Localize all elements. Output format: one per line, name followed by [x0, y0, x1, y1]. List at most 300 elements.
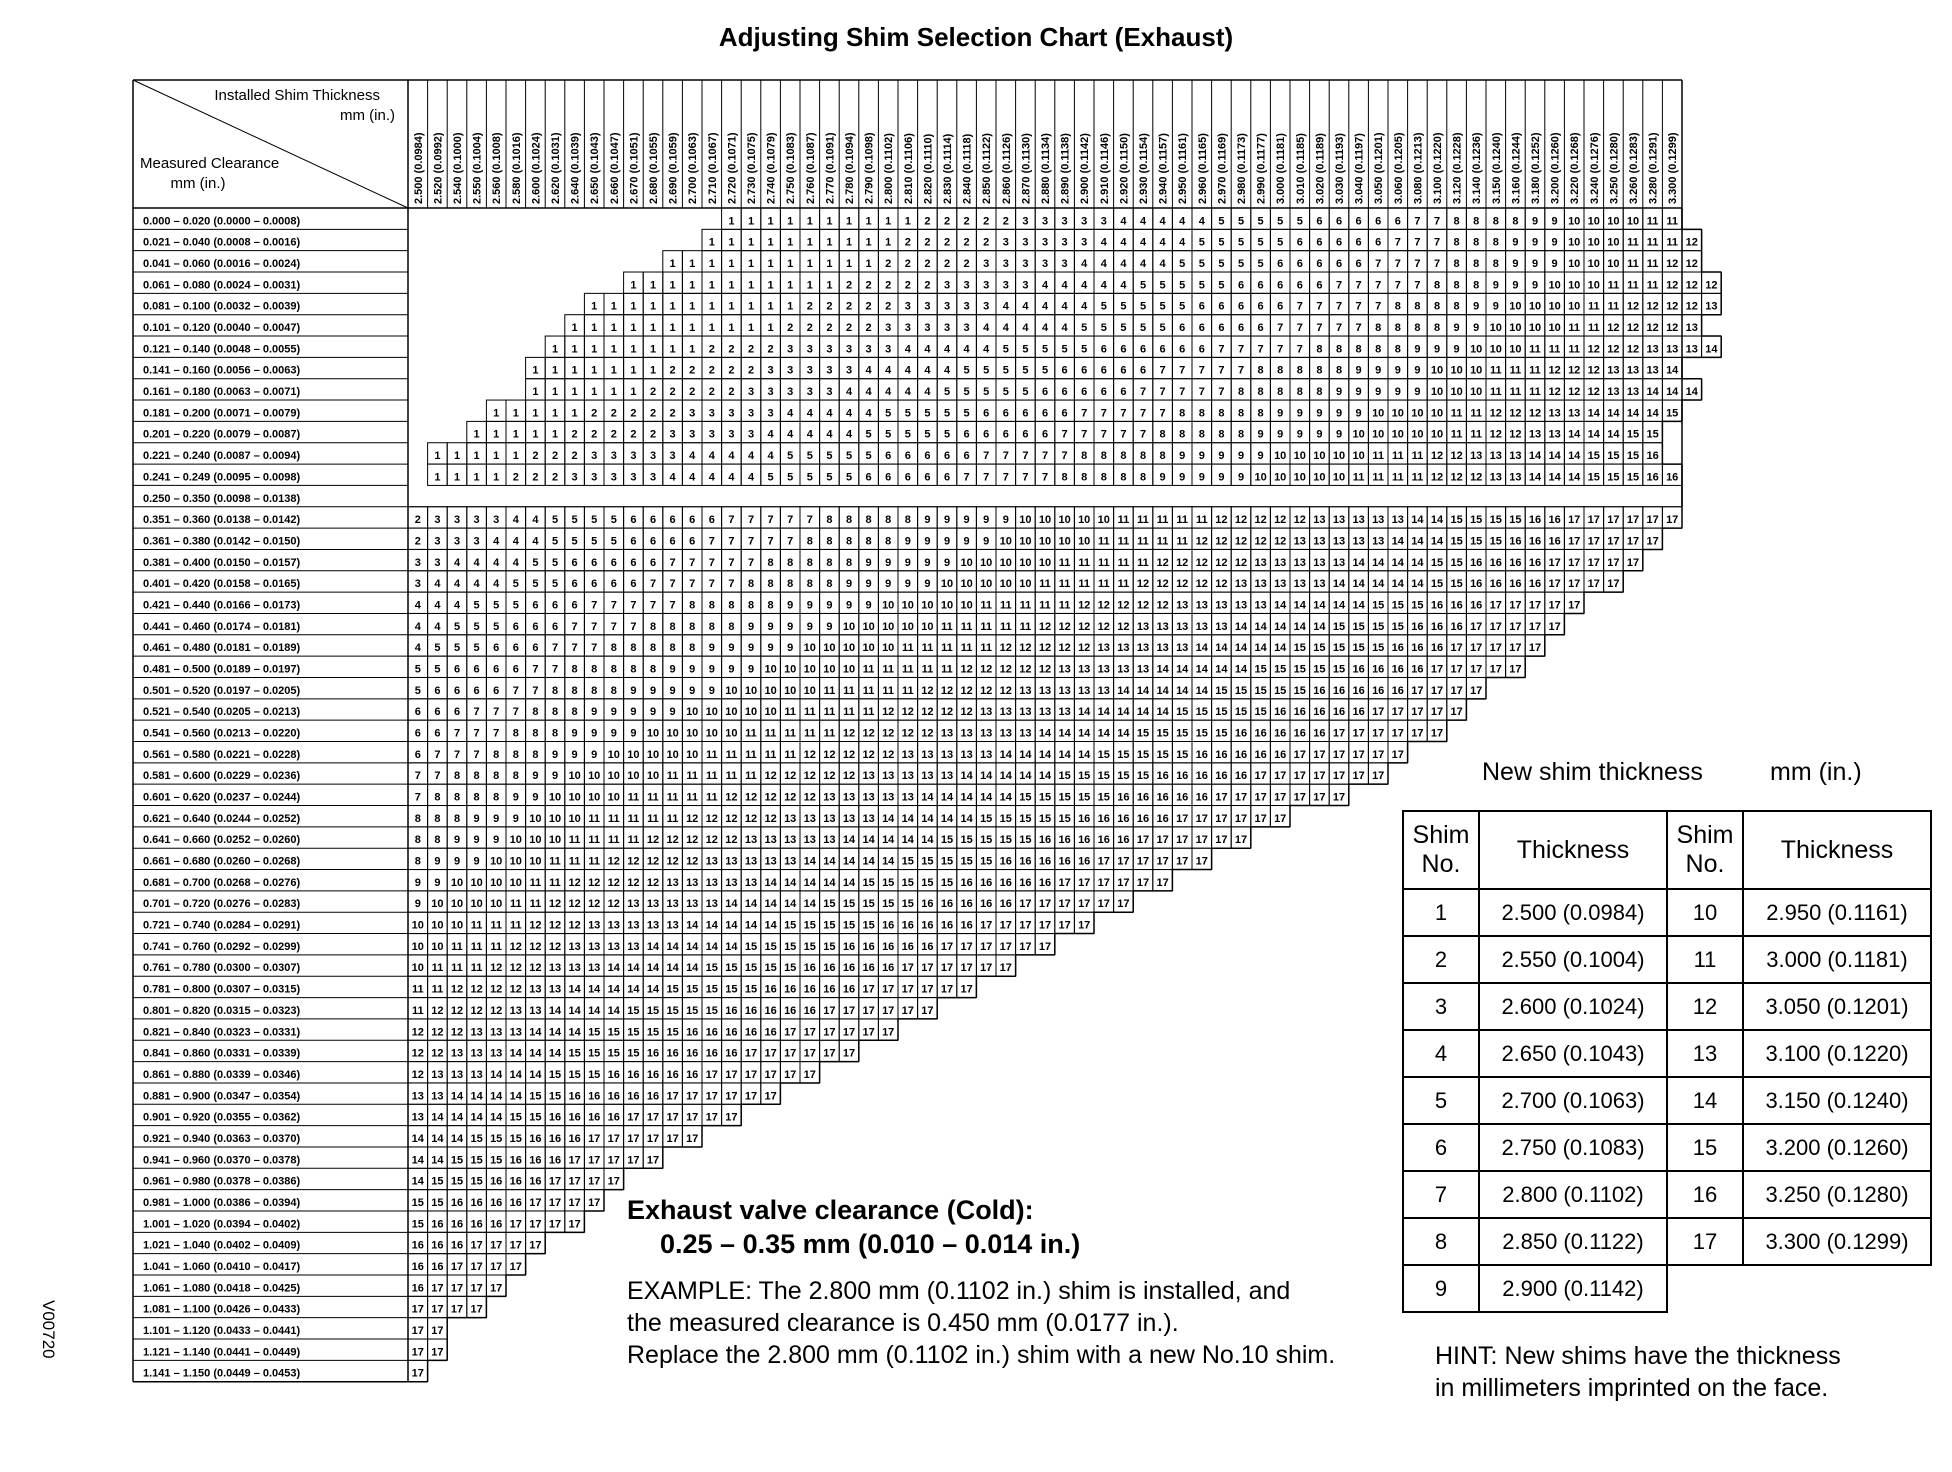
shim-number: 7 — [1179, 386, 1186, 399]
shim-number: 10 — [1568, 236, 1581, 249]
shim-number: 12 — [882, 727, 895, 740]
shim-number: 9 — [1355, 386, 1362, 399]
shim-number: 4 — [1022, 300, 1029, 313]
shim-number: 16 — [940, 898, 954, 911]
shim-number: 5 — [473, 620, 480, 633]
shim-number: 16 — [1548, 514, 1561, 527]
shim-number: 11 — [1117, 535, 1130, 548]
shim-number: 14 — [842, 876, 856, 889]
shim-number: 9 — [512, 812, 519, 825]
shim-number: 8 — [1257, 364, 1264, 377]
shim-number: 13 — [1313, 514, 1326, 527]
measured-clearance-row: 0.601 – 0.620 (0.0237 – 0.0244) — [143, 791, 301, 804]
shim-number: 12 — [568, 919, 581, 932]
shim-number: 13 — [607, 940, 620, 953]
shim-number: 6 — [904, 450, 911, 463]
shim-number: 14 — [1391, 578, 1404, 591]
shim-number: 17 — [431, 1346, 444, 1359]
installed-shim-header: 2.840 (0.1118) — [961, 133, 974, 204]
shim-number: 14 — [1176, 663, 1189, 676]
shim-number: 14 — [1685, 386, 1698, 399]
shim-number: 11 — [1156, 535, 1169, 548]
shim-number: 11 — [1529, 343, 1541, 356]
shim-number: 14 — [999, 770, 1012, 783]
shim-number: 16 — [607, 1090, 620, 1103]
shim-number: 17 — [999, 919, 1012, 932]
shim-number: 12 — [1156, 578, 1169, 591]
shim-number: 7 — [1237, 343, 1245, 356]
shim-number: 13 — [1607, 364, 1620, 377]
shim-number: 5 — [1257, 258, 1264, 271]
shim-number: 10 — [784, 684, 797, 697]
installed-shim-header: 3.020 (0.1189) — [1314, 133, 1327, 204]
shim-number: 1 — [551, 364, 559, 377]
shim-number: 11 — [588, 834, 601, 847]
shim-number: 15 — [940, 834, 954, 847]
shim-number: 1 — [571, 364, 578, 377]
installed-shim-header: 2.710 (0.1067) — [706, 132, 719, 204]
shim-number: 9 — [787, 620, 794, 633]
shim-number: 7 — [1120, 407, 1127, 420]
shim-number: 8 — [1394, 343, 1401, 356]
shim-number: 12 — [1254, 535, 1267, 548]
shim-number: 15 — [1117, 770, 1130, 783]
shim-number: 5 — [1218, 236, 1225, 249]
shim-number: 15 — [1019, 791, 1032, 804]
shim-number: 2 — [1002, 215, 1009, 228]
shim-number: 16 — [960, 876, 973, 889]
shim-number: 12 — [1019, 663, 1032, 676]
shim-number: 4 — [532, 535, 539, 548]
shim-number: 11 — [999, 620, 1012, 633]
shim-number: 15 — [862, 898, 875, 911]
shim-number: 17 — [529, 1218, 542, 1231]
shim-number: 7 — [689, 556, 696, 569]
shim-number: 2 — [963, 215, 970, 228]
shim-number: 14 — [823, 855, 836, 868]
shim-number: 16 — [1646, 450, 1659, 463]
shim-number: 11 — [764, 727, 777, 740]
shim-number: 5 — [1120, 322, 1127, 335]
shim-number: 3 — [630, 471, 637, 484]
measured-clearance-row: 0.801 – 0.820 (0.0315 – 0.0323) — [143, 1004, 301, 1017]
shim-number: 6 — [453, 684, 461, 697]
shim-number: 6 — [904, 471, 911, 484]
shim-number: 15 — [627, 1026, 640, 1039]
shim-number: 17 — [1332, 770, 1346, 783]
installed-shim-header: 2.880 (0.1134) — [1040, 133, 1052, 204]
shim-number: 16 — [411, 1239, 424, 1252]
installed-shim-header: 2.500 (0.0984) — [412, 132, 425, 204]
shim-number: 1 — [689, 300, 696, 313]
shim-number: 16 — [1391, 684, 1404, 697]
shim-number: 6 — [1159, 343, 1166, 356]
shim-number: 2 — [767, 343, 774, 356]
shim-number: 1 — [826, 236, 833, 249]
shim-number: 10 — [1332, 471, 1346, 484]
shim-number: 16 — [509, 1175, 522, 1188]
shim-number: 12 — [921, 706, 934, 719]
shim-number: 1 — [669, 258, 676, 271]
shim-number: 6 — [1316, 279, 1323, 292]
shim-number: 15 — [627, 1047, 640, 1060]
shim-number: 13 — [1313, 556, 1326, 569]
shim-number: 8 — [453, 812, 461, 825]
shim-number: 14 — [1078, 748, 1091, 761]
shim-number: 12 — [1666, 300, 1679, 313]
shim-number: 16 — [999, 898, 1012, 911]
shim-number: 2 — [845, 322, 853, 335]
shim-number: 7 — [963, 471, 970, 484]
shim-number: 4 — [512, 514, 519, 527]
installed-shim-header: 3.250 (0.1280) — [1608, 132, 1621, 204]
shim-number: 13 — [411, 1111, 424, 1124]
shim-number: 16 — [823, 983, 836, 996]
shim-number: 13 — [1646, 364, 1659, 377]
shim-number: 5 — [787, 450, 794, 463]
shim-number: 14 — [980, 770, 993, 783]
shim-number: 17 — [1176, 834, 1189, 847]
shim-number: 16 — [1215, 770, 1228, 783]
shim-number: 6 — [512, 663, 519, 676]
shim-number: 17 — [1078, 919, 1091, 932]
shim-number: 17 — [548, 1196, 562, 1209]
shim-number: 10 — [1548, 300, 1561, 313]
shim-number: 4 — [1159, 258, 1166, 271]
shim-number: 4 — [924, 386, 931, 399]
shim-number: 1 — [826, 258, 833, 271]
shim-number: 15 — [588, 1047, 601, 1060]
shim-number: 8 — [532, 727, 539, 740]
shim-number: 16 — [1528, 514, 1542, 527]
shim-number: 10 — [1411, 428, 1424, 441]
shim-number: 17 — [1450, 642, 1463, 655]
shim-number: 4 — [1120, 258, 1127, 271]
shim-number: 5 — [845, 471, 853, 484]
shim-number: 15 — [1097, 791, 1110, 804]
shim-number: 15 — [823, 898, 836, 911]
shim-number: 5 — [1041, 343, 1049, 356]
shim-number: 13 — [764, 855, 777, 868]
shim-number: 14 — [646, 983, 660, 996]
shim-number: 16 — [1254, 748, 1267, 761]
shim-number: 17 — [490, 1261, 503, 1273]
shim-number: 8 — [591, 684, 598, 697]
shim-number: 15 — [940, 855, 954, 868]
shim-number: 7 — [728, 556, 735, 569]
shim-number: 13 — [1058, 706, 1071, 719]
shim-number: 3 — [787, 343, 794, 356]
shim-number: 11 — [529, 898, 542, 911]
shim-number: 14 — [1313, 599, 1326, 612]
shim-number: 13 — [705, 898, 718, 911]
shim-number: 12 — [1136, 599, 1150, 612]
shim-number: 14 — [1372, 578, 1385, 591]
shim-number: 13 — [588, 962, 601, 975]
shim-number: 7 — [1355, 322, 1362, 335]
shim-number: 5 — [1159, 322, 1166, 335]
shim-number: 5 — [1139, 300, 1147, 313]
installed-shim-header: 2.820 (0.1110) — [922, 133, 935, 204]
shim-number: 15 — [1489, 514, 1502, 527]
shim-number: 5 — [1120, 300, 1127, 313]
shim-number: 14 — [1274, 620, 1287, 633]
shim-number: 9 — [787, 599, 794, 612]
shim-number: 11 — [627, 834, 640, 847]
shim-number: 9 — [1394, 364, 1401, 377]
shim-number: 11 — [882, 663, 895, 676]
shim-number: 5 — [1022, 386, 1029, 399]
measured-clearance-row: 0.221 – 0.240 (0.0087 – 0.0094) — [143, 450, 301, 463]
shim-number: 12 — [529, 962, 542, 975]
shim-number: 10 — [921, 620, 934, 633]
shim-number: 9 — [1394, 386, 1401, 399]
shim-number: 13 — [1176, 620, 1189, 633]
shim-number: 9 — [453, 834, 461, 847]
shim-number: 11 — [725, 748, 738, 761]
shim-number: 12 — [1195, 535, 1208, 548]
shim-number: 15 — [725, 962, 738, 975]
shim-number: 12 — [490, 962, 503, 975]
shim-number: 7 — [1414, 215, 1421, 228]
shim-number: 11 — [1450, 428, 1463, 441]
shim-number: 6 — [1335, 258, 1343, 271]
shim-number: 16 — [1528, 578, 1542, 591]
shim-number: 13 — [1548, 407, 1561, 420]
shim-number: 14 — [1117, 684, 1130, 697]
shim-number: 4 — [1139, 236, 1147, 249]
shim-number: 7 — [1394, 236, 1401, 249]
shim-number: 6 — [512, 620, 519, 633]
shim-number: 10 — [725, 706, 738, 719]
shim-number: 16 — [784, 983, 797, 996]
shim-number: 16 — [1019, 876, 1032, 889]
shim-number: 2 — [865, 300, 872, 313]
shim-number: 4 — [845, 428, 853, 441]
shim-number: 13 — [1293, 556, 1306, 569]
shim-number: 4 — [1081, 279, 1088, 292]
shim-number: 6 — [983, 407, 990, 420]
installed-shim-header: 3.280 (0.1291) — [1647, 132, 1660, 204]
shim-number: 11 — [1489, 386, 1502, 399]
thickness-header: Thickness — [1743, 811, 1931, 889]
shim-number: 10 — [1430, 386, 1444, 399]
shim-number: 16 — [686, 1068, 699, 1081]
shim-number: 14 — [1058, 727, 1071, 740]
shim-number: 9 — [1218, 450, 1225, 463]
shim-number: 12 — [980, 663, 993, 676]
shim-no-cell: 1 — [1403, 889, 1479, 936]
shim-number: 9 — [1512, 258, 1519, 271]
shim-number: 17 — [1332, 748, 1346, 761]
shim-number: 9 — [591, 727, 598, 740]
shim-number: 9 — [885, 556, 892, 569]
shim-number: 10 — [1470, 386, 1483, 399]
shim-number: 8 — [1473, 236, 1480, 249]
shim-number: 8 — [493, 748, 500, 761]
shim-number: 16 — [1411, 663, 1424, 676]
shim-number: 11 — [1058, 556, 1071, 569]
installed-shim-header: 2.620 (0.1031) — [550, 132, 562, 204]
shim-number: 15 — [705, 962, 718, 975]
shim-number: 5 — [1218, 279, 1225, 292]
shim-number: 2 — [649, 386, 657, 399]
shim-number: 14 — [411, 1175, 424, 1188]
shim-number: 14 — [1528, 471, 1542, 484]
shim-number: 14 — [921, 812, 934, 825]
shim-number: 15 — [1332, 663, 1346, 676]
shim-number: 10 — [1489, 343, 1502, 356]
new-shim-row — [1403, 1124, 1931, 1171]
shim-number: 9 — [747, 620, 755, 633]
shim-number: 15 — [1254, 684, 1267, 697]
shim-number: 1 — [571, 322, 578, 335]
shim-number: 11 — [490, 940, 503, 953]
shim-no-cell: 5 — [1403, 1077, 1479, 1124]
shim-number: 9 — [669, 663, 676, 676]
shim-number: 7 — [1159, 407, 1166, 420]
shim-number: 14 — [764, 876, 777, 889]
shim-number: 11 — [1607, 279, 1620, 292]
shim-number: 12 — [1685, 236, 1698, 249]
thickness-cell: 2.500 (0.0984) — [1479, 889, 1667, 936]
shim-number: 11 — [686, 770, 699, 783]
thickness-cell: 2.850 (0.1122) — [1479, 1218, 1667, 1265]
shim-no-cell: 9 — [1403, 1265, 1479, 1312]
shim-number: 8 — [1237, 407, 1245, 420]
shim-number: 2 — [924, 258, 931, 271]
shim-number: 3 — [414, 556, 421, 569]
shim-number: 15 — [842, 919, 856, 932]
shim-number: 12 — [1666, 322, 1679, 335]
shim-number: 10 — [999, 556, 1012, 569]
shim-number: 17 — [1509, 620, 1522, 633]
shim-number: 9 — [1296, 407, 1303, 420]
measured-clearance-row: 0.161 – 0.180 (0.0063 – 0.0071) — [143, 386, 301, 399]
shim-number: 11 — [999, 599, 1012, 612]
shim-no-cell: 11 — [1667, 936, 1743, 983]
shim-number: 11 — [1039, 578, 1051, 591]
shim-number: 6 — [1237, 279, 1245, 292]
shim-number: 17 — [960, 983, 973, 996]
shim-number: 8 — [571, 706, 578, 719]
shim-number: 8 — [1179, 428, 1186, 441]
shim-number: 17 — [431, 1325, 444, 1338]
shim-number: 8 — [1120, 450, 1127, 463]
shim-number: 15 — [1215, 684, 1228, 697]
shim-number: 17 — [1058, 876, 1071, 889]
shim-number: 9 — [1237, 450, 1245, 463]
shim-number: 8 — [1453, 215, 1460, 228]
shim-number: 5 — [1257, 215, 1264, 228]
shim-number: 17 — [960, 962, 973, 975]
shim-number: 1 — [787, 258, 794, 271]
shim-number: 7 — [1237, 364, 1245, 377]
shim-number: 12 — [1685, 300, 1698, 313]
shim-number: 10 — [1019, 556, 1032, 569]
shim-number: 6 — [571, 599, 578, 612]
shim-number: 10 — [509, 834, 522, 847]
shim-number: 5 — [591, 535, 598, 548]
shim-number: 5 — [1081, 343, 1088, 356]
shim-number: 12 — [1058, 620, 1071, 633]
shim-number: 12 — [1430, 450, 1444, 463]
shim-number: 11 — [1078, 556, 1091, 569]
shim-number: 13 — [823, 812, 836, 825]
measured-clearance-row: 0.921 – 0.940 (0.0363 – 0.0370) — [143, 1132, 301, 1145]
shim-number: 2 — [924, 215, 931, 228]
shim-number: 13 — [1332, 535, 1346, 548]
shim-number: 4 — [453, 556, 461, 569]
shim-number: 3 — [767, 364, 774, 377]
shim-number: 11 — [1137, 535, 1149, 548]
shim-number: 15 — [1117, 748, 1130, 761]
shim-number: 13 — [1626, 364, 1640, 377]
shim-number: 12 — [431, 1004, 444, 1017]
shim-number: 15 — [490, 1132, 503, 1145]
shim-number: 2 — [845, 279, 853, 292]
shim-number: 17 — [1176, 855, 1189, 868]
shim-number: 11 — [1372, 471, 1385, 484]
shim-number: 11 — [745, 727, 757, 740]
shim-number: 9 — [1453, 343, 1460, 356]
shim-number: 6 — [1198, 300, 1205, 313]
shim-number: 5 — [963, 364, 970, 377]
shim-number: 14 — [803, 898, 816, 911]
shim-number: 5 — [453, 620, 461, 633]
shim-number: 16 — [1528, 556, 1542, 569]
shim-number: 15 — [999, 834, 1012, 847]
shim-number: 7 — [493, 727, 500, 740]
shim-number: 6 — [1100, 364, 1107, 377]
shim-number: 7 — [414, 791, 421, 804]
shim-number: 17 — [1411, 684, 1424, 697]
shim-number: 16 — [784, 1004, 797, 1017]
shim-number: 15 — [1411, 599, 1424, 612]
shim-number: 8 — [1120, 471, 1127, 484]
installed-shim-header: 3.010 (0.1185) — [1294, 133, 1307, 204]
shim-number: 9 — [649, 684, 657, 697]
shim-number: 3 — [806, 386, 813, 399]
shim-number: 4 — [924, 343, 931, 356]
shim-number: 17 — [568, 1218, 581, 1231]
shim-number: 17 — [1234, 791, 1248, 804]
shim-number: 11 — [1097, 535, 1110, 548]
shim-number: 3 — [826, 386, 833, 399]
shim-number: 16 — [1274, 748, 1287, 761]
shim-number: 14 — [490, 1090, 503, 1103]
shim-number: 15 — [1646, 428, 1659, 441]
shim-number: 1 — [669, 322, 676, 335]
shim-number: 7 — [747, 535, 755, 548]
shim-number: 11 — [509, 919, 522, 932]
shim-number: 15 — [1019, 812, 1032, 825]
shim-number: 8 — [1277, 364, 1284, 377]
shim-number: 3 — [708, 407, 715, 420]
shim-number: 9 — [1335, 386, 1343, 399]
installed-shim-header: 2.830 (0.1114) — [942, 133, 954, 204]
shim-number: 5 — [551, 535, 559, 548]
installed-shim-header: 3.220 (0.1268) — [1569, 132, 1582, 204]
shim-number: 1 — [767, 300, 774, 313]
shim-number: 14 — [1352, 599, 1365, 612]
shim-number: 16 — [588, 1111, 601, 1124]
shim-number: 12 — [509, 962, 522, 975]
shim-number: 17 — [470, 1261, 483, 1273]
shim-number: 7 — [434, 770, 441, 783]
shim-number: 17 — [1058, 898, 1071, 911]
installed-shim-header: 2.640 (0.1039) — [569, 132, 582, 204]
